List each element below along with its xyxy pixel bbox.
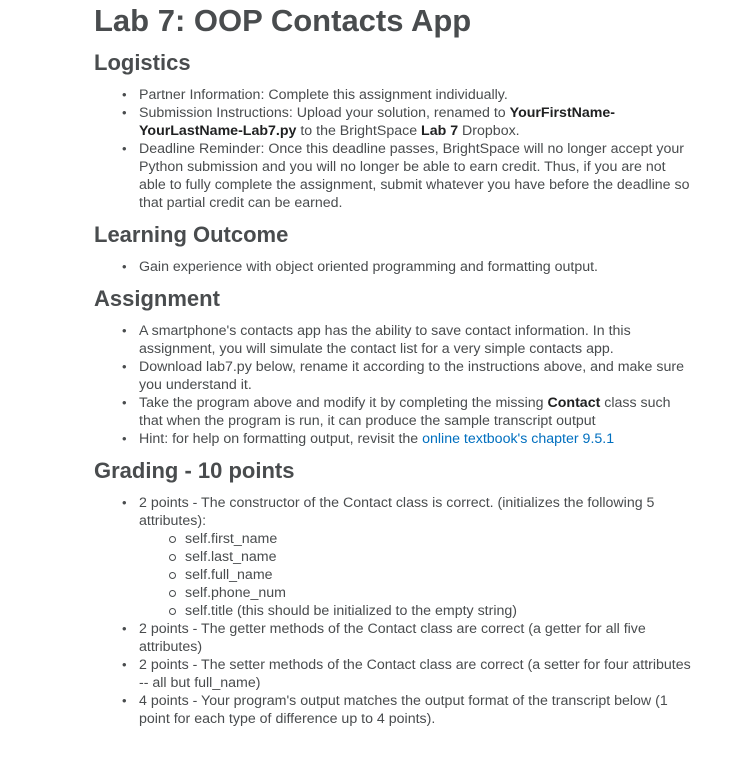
submission-suffix: Dropbox. (458, 123, 520, 139)
assignment-list (94, 322, 694, 448)
outcome-heading: Learning Outcome (94, 222, 289, 247)
item3-suffix: class such that when the program is run, it can produce the sample transcript output (139, 395, 671, 429)
attribute-item: self.full_name (185, 566, 694, 584)
list-item-output: • 4 points - Your program's output matches the output format of the transcript below (1 point for each type of difference up to 4 points). (139, 692, 694, 728)
outcome-list (94, 258, 694, 276)
item4-prefix: Hint: for help on formatting output, revisit the (139, 431, 423, 447)
list-item-setters: • 2 points - The setter methods of the Contact class are correct (a setter for four attributes -- all but full_name) (139, 656, 694, 692)
assignment-section (94, 285, 694, 448)
attribute-item: self.title (this should be initialized to the empty string) (185, 602, 694, 620)
grading-section (94, 457, 694, 728)
list-item-assignment-2: • Download lab7.py below, rename it according to the instructions above, and make sure you understand it. (139, 358, 694, 394)
list-item-getters: • 2 points - The getter methods of the Contact class are correct (a getter for all five attributes) (139, 620, 694, 656)
item3-prefix: Take the program above and modify it by completing the missing (139, 395, 548, 411)
grading-list (94, 494, 694, 728)
attribute-list (139, 530, 694, 620)
submission-prefix: Submission Instructions: Upload your solution, renamed to (139, 105, 510, 121)
logistics-heading: Logistics (94, 50, 191, 75)
attribute-item: self.phone_num (185, 584, 694, 602)
constructor-text: 2 points - The constructor of the Contact class is correct. (initializes the following 5 attributes): (139, 495, 655, 529)
submission-filename: YourFirstName-YourLastName-Lab7.py (139, 105, 616, 139)
list-item-deadline: • Deadline Reminder: Once this deadline passes, BrightSpace will no longer accept your Python submission and you will no longer be able to earn credit. Thus, if you are not able to fully complete the assignment, submit whatever you have before the deadline so that partial credit can be earned. (139, 140, 694, 212)
list-item-partner: • Partner Information: Complete this assignment individually. (139, 86, 694, 104)
item3-bold: Contact (547, 395, 601, 411)
list-item-submission (139, 104, 694, 140)
list-item-assignment-3 (139, 394, 694, 430)
assignment-heading: Assignment (94, 286, 220, 311)
attribute-item: self.last_name (185, 548, 694, 566)
list-item-assignment-1: • A smartphone's contacts app has the ability to save contact information. In this assignment, you will simulate the contact list for a very simple contacts app. (139, 322, 694, 358)
page-title: Lab 7: OOP Contacts App (94, 3, 472, 38)
submission-lab: Lab 7 (421, 123, 459, 139)
textbook-link[interactable]: online textbook's chapter 9.5.1 (422, 431, 615, 447)
grading-heading: Grading - 10 points (94, 458, 295, 483)
logistics-list (94, 86, 694, 212)
submission-middle: to the BrightSpace (296, 123, 422, 139)
list-item-outcome: • Gain experience with object oriented programming and formatting output. (139, 258, 694, 276)
list-item-assignment-4 (139, 430, 694, 448)
logistics-section (94, 49, 694, 212)
list-item-constructor (139, 494, 694, 620)
attribute-item: self.first_name (185, 530, 694, 548)
outcome-section (94, 221, 694, 276)
